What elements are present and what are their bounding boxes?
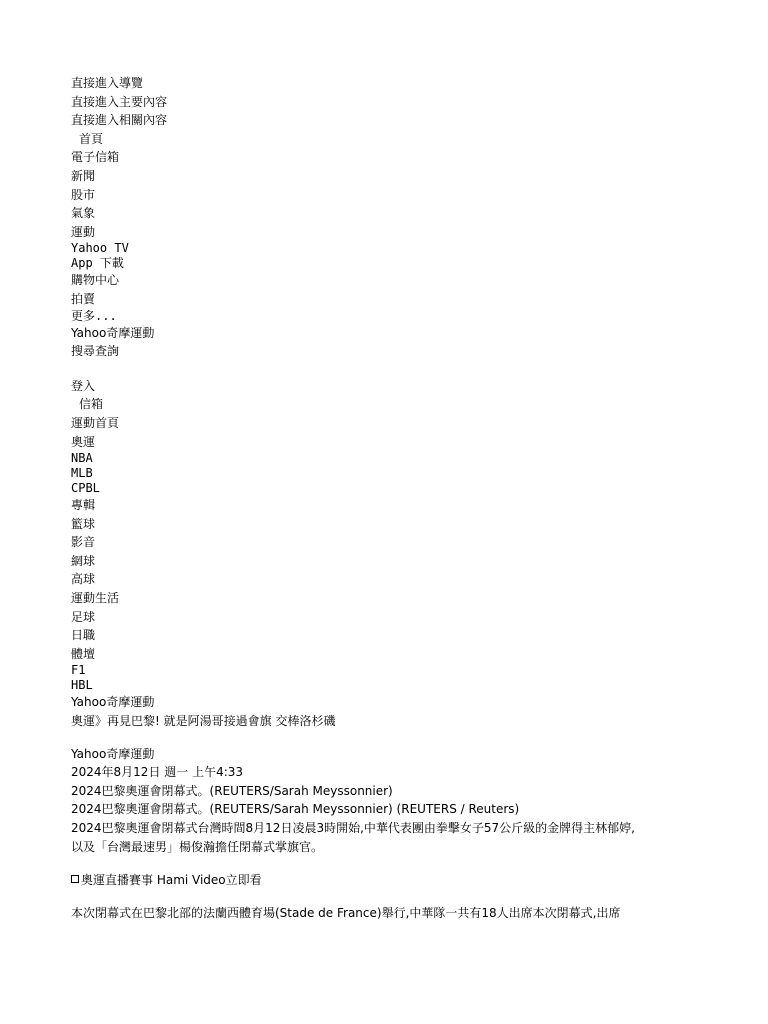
article-lead-line-2: 以及「台灣最速男」楊俊瀚擔任閉幕式掌旗官。 [71,840,324,854]
sports-nav-hbl[interactable]: HBL [71,678,93,693]
top-nav-weather[interactable]: 氣象 [71,206,96,221]
sports-nav-sports-world[interactable]: 體壇 [71,646,96,661]
article-source-logo[interactable]: Yahoo奇摩運動 [71,695,155,710]
article-headline: 奧運》再見巴黎! 就是阿湯哥接過會旗 交棒洛杉磯 [71,714,336,729]
login-link[interactable]: 登入 [71,378,96,393]
skip-to-main-link[interactable]: 直接進入主要內容 [71,94,168,109]
sports-nav-lifestyle[interactable]: 運動生活 [71,591,120,606]
sports-nav-cpbl[interactable]: CPBL [71,481,100,496]
sports-nav-mlb[interactable]: MLB [71,466,93,481]
sports-nav-soccer[interactable]: 足球 [71,609,96,624]
hami-video-promo-link[interactable] [71,871,711,890]
top-nav-mail[interactable]: 電子信箱 [71,150,120,165]
sports-nav-f1[interactable]: F1 [71,663,86,678]
page-content [71,74,711,923]
sports-nav-features[interactable]: 專輯 [71,498,96,513]
spacer [71,857,711,871]
skip-to-related-link[interactable]: 直接進入相關內容 [71,113,168,128]
promo-bullet-icon [71,875,79,883]
top-nav-sports[interactable]: 運動 [71,224,96,239]
sports-nav [71,414,711,694]
top-nav-app-download[interactable]: App 下載 [71,256,124,271]
skip-to-nav-link[interactable]: 直接進入導覽 [71,76,144,90]
sports-nav-tennis[interactable]: 網球 [71,553,96,568]
article-image-caption: 2024巴黎奧運會閉幕式。(REUTERS/Sarah Meyssonnier) (REUTERS / Reuters) [71,802,520,817]
sports-nav-home[interactable]: 運動首頁 [71,415,120,430]
sports-nav-golf[interactable]: 高球 [71,572,96,587]
search-button[interactable]: 搜尋查詢 [71,344,120,359]
spacer [71,361,711,377]
article-body-paragraph: 本次閉幕式在巴黎北部的法蘭西體育場(Stade de France)舉行,中華隊一共有18人出席本次閉幕式,出席 [71,905,621,920]
top-nav [71,130,711,361]
article-author[interactable]: Yahoo奇摩運動 [71,746,155,761]
top-nav-yahoo-tv[interactable]: Yahoo TV [71,241,129,256]
top-nav-stocks[interactable]: 股市 [71,187,96,202]
article-image-alt: 2024巴黎奧運會閉幕式。(REUTERS/Sarah Meyssonnier) [71,783,393,798]
sports-nav-olympics[interactable]: 奧運 [71,434,96,449]
mail-link[interactable]: 信箱 [79,397,104,412]
article-date: 2024年8月12日 週一 上午4:33 [71,765,244,780]
sports-nav-npb[interactable]: 日職 [71,628,96,643]
article-lead-line-1: 2024巴黎奧運會閉幕式台灣時間8月12日凌晨3時開始,中華代表團由拳擊女子57公斤級的金牌得主林郁婷, [71,821,635,835]
top-nav-more[interactable]: 更多... [71,308,117,323]
top-nav-news[interactable]: 新聞 [71,168,96,183]
sports-nav-basketball[interactable]: 籃球 [71,516,96,531]
top-nav-shopping[interactable]: 購物中心 [71,273,120,288]
spacer [71,731,711,745]
sports-nav-nba[interactable]: NBA [71,451,93,466]
sports-nav-video[interactable]: 影音 [71,535,96,550]
brand-logo-link[interactable]: Yahoo奇摩運動 [71,325,155,340]
promo-link-text: 奧運直播賽事 Hami Video立即看 [81,873,262,887]
spacer [71,890,711,904]
top-nav-auction[interactable]: 拍賣 [71,291,96,306]
top-nav-home[interactable]: 首頁 [79,131,104,146]
